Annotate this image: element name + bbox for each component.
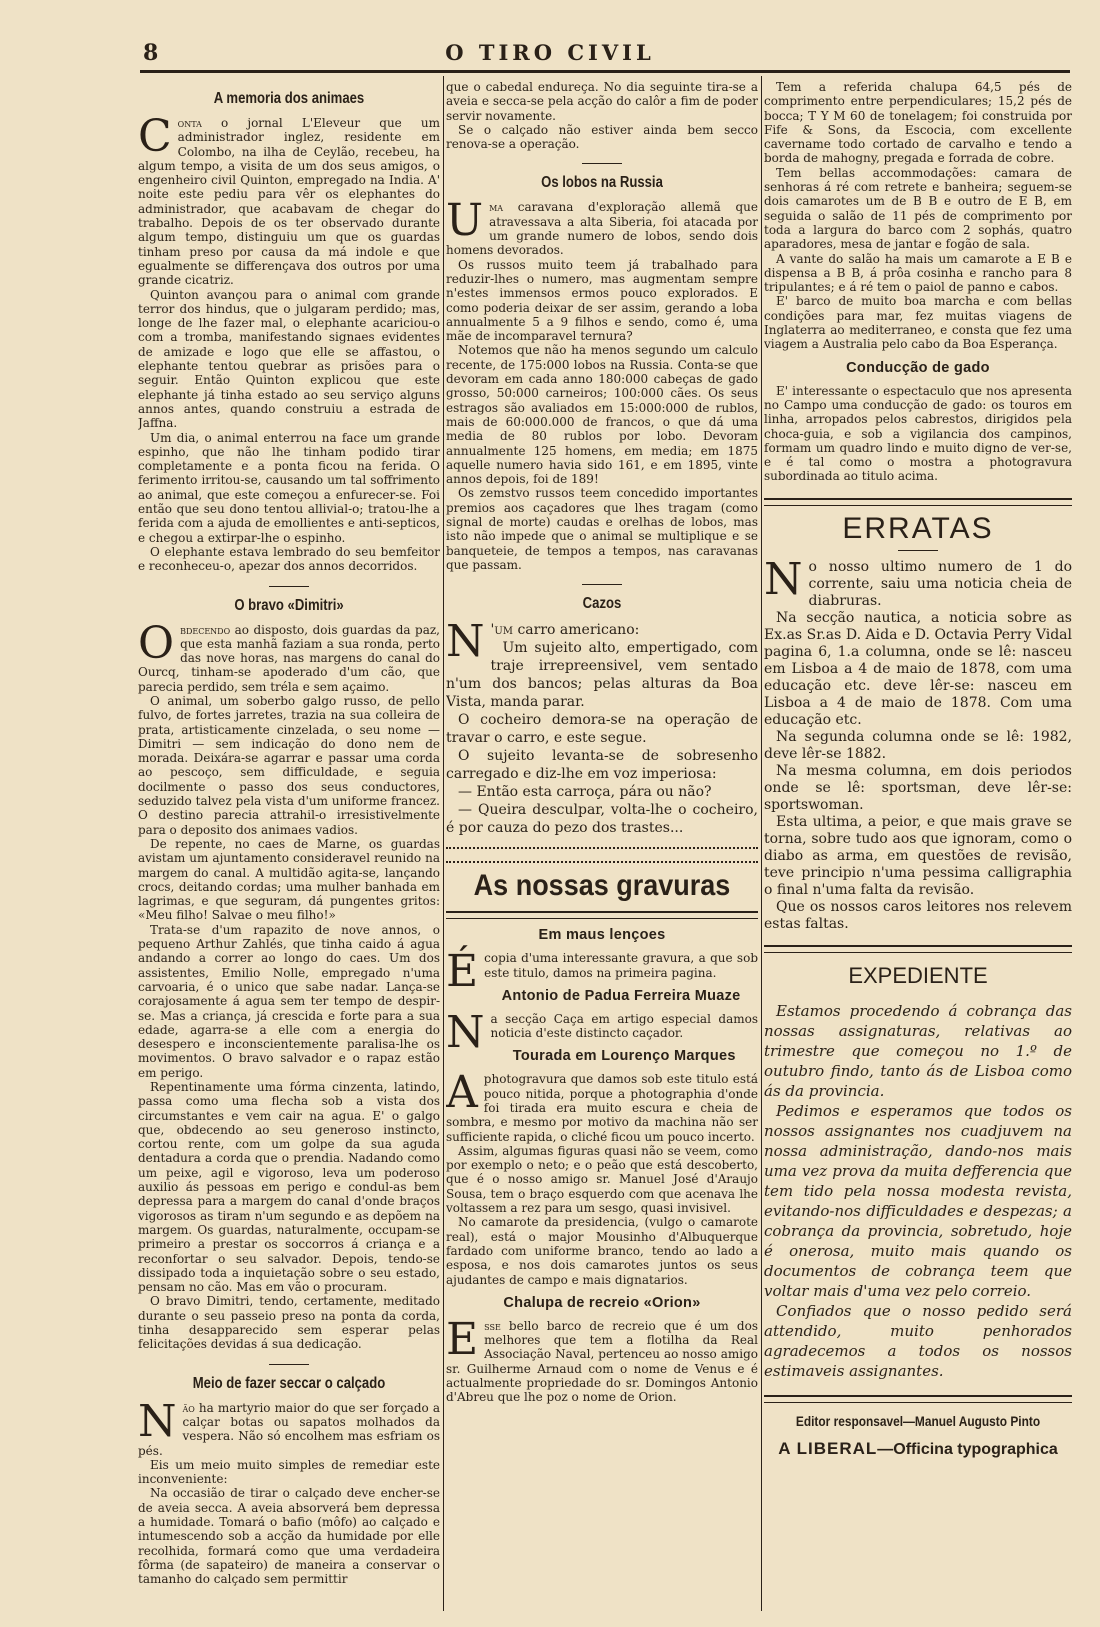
column-3 [764, 80, 1072, 1602]
article-paragraph: Pedimos e esperamos que todos os nossos assignantes nos cuadjuvem na nossa administração, dando-nos mais uma vez prova da muita defferencia que tem tido pela nossa modesta revista, evitando-nos difficuldades e despezas; a cobrança da provincia, sobretudo, hoje é onerosa, muito mais quando os documentos de cobrança teem que voltar mais d'uma vez pelo correio. [764, 1101, 1072, 1300]
article-paragraph: E' barco de muito boa marcha e com bellas condições para mar, fez muitas viagens de Inglaterra ao mediterraneo, e consta que fez uma viagem a Australia pelo cabo da Boa Esperança. [764, 294, 1072, 352]
article-paragraph [764, 553, 1072, 610]
article-title: Meio de fazer seccar o calçado [192, 1374, 386, 1392]
article-paragraph: A vante do salão ha mais um camarote a E B e dispensa a B B, á prôa cosinha e rancho para 8 tripulantes; e á ré tem o paiol de panno e cabos. [764, 251, 1072, 295]
lead-word: 'um [490, 622, 514, 639]
article-paragraph: Que os nossos caros leitores nos relevem estas faltas. [764, 898, 1072, 932]
separator [269, 586, 309, 587]
cazos-body [446, 616, 758, 837]
article-paragraph: Assim, algumas figuras quasi não se veem, como por exemplo o neto; e o peão que está descoberto, que é o nosso amigo sr. Manuel José d'Araujo Sousa, tem o braço esquerdo com que acenava lhe voltassem a rez para um sesgo, quasi invisivel. [446, 1143, 758, 1216]
article-paragraph: O bravo Dimitri, tendo, certamente, meditado durante o seu passeio preso na ponta da corda, tinha desapparecido sem esperar pelas felicitações devidas á sua dedicação. [138, 1294, 440, 1352]
subsection-title: Conducção de gado [846, 359, 990, 376]
article-paragraph [138, 617, 440, 694]
newspaper-title: O TIRO CIVIL [445, 40, 655, 65]
article-paragraph: Tem bellas accommodações: camara de senhoras á ré com retrete e banheira; seguem-se dois camarotes um de B B e outro de E B, em seguida o salão de 11 pés de comprimento por toda a largura do barco com 2 sophás, quatro aparadores, mesa de jantar e fogão de sala. [764, 165, 1072, 252]
article-paragraph: Os russos muito teem já trabalhado para reduzir-lhes o numero, mas augmentam sempre n'estes immensos ermos pouco explorados. E como poderia deixar de ser assim, gerando a loba annualmente 5 a 9 filhos e sendo, como é, uma mãe de incomparavel ternura? [446, 257, 758, 344]
separator [582, 163, 622, 164]
erratas-body [764, 553, 1072, 933]
article-paragraph: Trata-se d'um rapazito de nove annos, o pequeno Arthur Zahlés, que tinha caido á agua andando a correr ao longo do caes. Um dos assistentes, Emilio Nolle, empregado n'uma carvoaria, é o unico que sabe nadar. Lança-se corajosamente á agua sem ter tempo de despir-se. Mas a criança, já crescida e forte para a sua edade, agarra-se a elle com a energia do desespero e inconscientemente paralisa-lhe os movimentos. O bravo salvador e o rapaz estão em perigo. [138, 922, 440, 1080]
article-paragraph: Na occasião de tirar o calçado deve encher-se de aveia secca. A aveia absorverá bem depressa a humidade. Tomará o bafio (môfo) ao calçado e intumescendo sob a acção da humidade por elle recolhida, formará como que uma verdadeira fôrma (de sapateiro) de maneira a conservar o tamanho do calçado sem permittir [138, 1486, 440, 1587]
subsection-title: Em maus lençoes [538, 927, 666, 944]
drop-cap: A [446, 1067, 478, 1119]
article-paragraph: O elephante estava lembrado do seu bemfeitor e reconheceu-o, apezar dos annos decorridos. [138, 544, 440, 574]
article-paragraph: Na secção nautica, a noticia sobre as Ex.as Sr.as D. Aida e D. Octavia Perry Vidal pagina 6, 1.a columna, onde se lê: nasceu em Lisboa a 4 de maio de 1878, com uma educação etc. deve lêr-se: nasceu em Lisboa a 4 de maio de 1878. Com uma educação etc. [764, 609, 1072, 728]
paragraph-text: photogravura que damos sob este titulo está pouco nitida, porque a photographia d'onde foi tirada era muito escura e cheia de sombra, e mesmo por motivo da machina não ser sufficiente rapida, o cliché ficou um pouco incerto. [446, 1072, 758, 1144]
column-2 [446, 80, 758, 1602]
article-paragraph: Tem a referida chalupa 64,5 pés de comprimento entre perpendiculares; 15,2 pés de bocca; T Y M 60 de tonelagem; foi construida por Fife & Sons, da Escocia, com excellente cavername todo cortado de carvalho e tendo a borda de mahogny, pregada e forrada de cobre. [764, 80, 1072, 166]
column-1 [138, 80, 440, 1602]
paragraph-text: a secção Caça em artigo especial damos noticia d'este distincto caçador. [490, 1011, 758, 1041]
column-divider [761, 76, 762, 1611]
drop-cap: N [138, 1395, 177, 1447]
ornament-border [446, 847, 758, 863]
page-number: 8 [143, 40, 159, 66]
double-rule [446, 911, 758, 919]
lead-word: ma [489, 200, 504, 215]
article-title: Cazos [582, 595, 622, 613]
article-paragraph [138, 1395, 440, 1458]
article-paragraph: O animal, um soberbo galgo russo, de pello fulvo, de fortes jarretes, trazia na sua colleira de prata, artisticamente cinzelada, o seu nome — Dimitri — sem indicação do dono nem de morada. Deixára-se agarrar e passar uma corda ao pescoço, sem difficuldade, e seguia docilmente o passo dos seus conductores, seduzido talvez pela vista d'um uniforme francez. O destino parecia attrahil-o irresistivelmente para o deposito dos animaes vadios. [138, 693, 440, 837]
article-title: Os lobos na Russia [541, 174, 663, 192]
header-rule [140, 70, 1070, 73]
paragraph-text: o nosso ultimo numero de 1 do corrente, saiu uma noticia cheia de diabruras. [808, 558, 1072, 609]
paragraph-text: bello barco de recreio que é um dos melhores que tem a flotilha da Real Associação Naval, pertenceu ao nosso amigo sr. Guilherme Arnaud com o nome de Venus e é actualmente propriedade do sr. Domingos Antonio d'Abreu que lhe poz o nome de Orion. [446, 1318, 758, 1405]
article-paragraph [138, 111, 440, 288]
drop-cap: C [138, 111, 172, 162]
paragraph-text: ao disposto, dois guardas da paz, que esta manhã faziam a sua ronda, perto das nove horas, nas margens do canal do Ourcq, tinham-se apoderado d'um cão, que parecia perdido, sem tréla e sem açaimo. [138, 622, 440, 694]
article-paragraph: Um sujeito alto, empertigado, com traje irrepreensivel, vem sentado n'um dos bancos; pelas alturas da Boa Vista, manda parar. [446, 640, 758, 711]
drop-cap: E [446, 1313, 479, 1365]
lead-word: onta [177, 116, 202, 130]
double-rule [764, 498, 1072, 506]
article-paragraph [446, 195, 758, 258]
article-paragraph: No camarote da presidencia, (vulgo o camarote real), está o major Mousinho d'Albuquerque fardado com uniforme branco, tendo ao lado a esposa, e nos dois camarotes juntos os seus ajudantes de campo e mais dignatarios. [446, 1215, 758, 1287]
subsection-title: Chalupa de recreio «Orion» [503, 1294, 701, 1311]
editor-line: Editor responsavel—Manuel Augusto Pinto [795, 1412, 1041, 1429]
drop-cap: N [764, 553, 803, 605]
printer-label: —Officina typographica [877, 1440, 1058, 1458]
drop-cap: N [446, 616, 485, 668]
article-paragraph: Notemos que não ha menos segundo um calculo recente, de 175:000 lobos na Russia. Conta-se que devoram em cada anno 180:000 cabeças de gado grosso, 50:000 carneiros; 100:000 cães. Os seus estragos são avaliados em 15:000:000 de rublos, mais de 60:000.000 de francos, o que dá uma media de 80 rublos por lobo. Devoram annualmente 125 homens, em media; em 1875 aquelle numero havia sido 161, e em 1895, vinte annos depois, foi de 189! [446, 343, 758, 487]
article-paragraph: Estamos procedendo á cobrança das nossas assignaturas, relativas ao trimestre que começou no 1.º de outubro findo, tanto ás de Lisboa como ás da provincia. [764, 1001, 1072, 1100]
paragraph-text: copia d'uma interessante gravura, a que sob este titulo, damos na primeira pagina. [484, 951, 758, 980]
separator [898, 550, 938, 551]
drop-cap: O [138, 617, 175, 669]
drop-cap: É [446, 946, 479, 998]
article-paragraph: — Então esta carroça, pára ou não? [458, 784, 712, 801]
article-title: O bravo «Dimitri» [234, 596, 344, 614]
printer-line [764, 1439, 1072, 1459]
paragraph-text: carro americano: [517, 622, 640, 639]
article-paragraph: Os zemstvo russos teem concedido importantes premios aos caçadores que lhes tragam (como signal de morte) caudas e orelhas de lobos, mas isto não impede que o animal se multiplique e se banqueteie, de tempos a tempos, nas caravanas que passam. [446, 486, 758, 572]
article-paragraph: Eis um meio muito simples de remediar este inconveniente: [138, 1457, 440, 1487]
article-paragraph: Um dia, o animal enterrou na face um grande espinho, que não lhe tinham podido tirar completamente e a ponta ficou na ferida. O ferimento irritou-se, causando um tal soffrimento ao animal, que este começou a enfurecer-se. Foi então que seu dono tentou allivial-o; tratou-lhe a ferida com a ajuda de emollientes e anti-septicos, e chegou a extirpar-lhe o espinho. [138, 430, 440, 545]
separator [269, 1364, 309, 1365]
article-paragraph: — Queira desculpar, volta-lhe o cocheiro, é por cauza do pezo dos trastes... [446, 802, 758, 837]
article-paragraph: Na mesma columna, em dois periodos onde se lê: sportsman, deve lêr-se: sportswoman. [764, 762, 1072, 813]
separator [582, 584, 622, 585]
printer-name: A LIBERAL [778, 1438, 878, 1458]
article-paragraph: E' interessante o espectaculo que nos apresenta no Campo uma conducção de gado: os touros em linha, arropados pelos cabrestos, dirigidos pela choca-guia, e sob a vigilancia dos campinos, formam um quadro lindo e muito digno de ver-se, e é tal como o mostra a photogravura subordinada ao titulo acima. [764, 383, 1072, 484]
article-paragraph: De repente, no caes de Marne, os guardas avistam um ajuntamento consideravel reunido na margem do canal. A multidão agita-se, lançando crocs, deitando cordas; uma mulher banhada em lagrimas, e que seguram, dá pungentes gritos: «Meu filho! Salvae o meu filho!» [138, 836, 440, 923]
article-paragraph: Confiados que o nosso pedido será attendido, muito penhorados agradecemos a todos os nossos estimaveis assignantes. [764, 1301, 1072, 1380]
section-title: EXPEDIENTE [848, 962, 988, 988]
drop-cap: U [446, 195, 484, 247]
article-paragraph: Esta ultima, a peior, e que mais grave se torna, sobre tudo aos que ignoram, como o diabo as arma, em questões de revisão, teve principio n'uma pessima calligraphia o final n'uma falta da revisão. [764, 813, 1072, 898]
column-divider [443, 76, 444, 1611]
paragraph-text: o jornal L'Eleveur que um administrador inglez, residente em Colombo, na ilha de Ceylão, recebeu, ha algum tempo, a visita de um dos seus amigos, o engenheiro civil Quinton, empregado na India. A' noite este pediu para vêr os elephantes do administrador, que acabavam de chegar do trabalho. Depois de os ter observado durante algum tempo, distinguiu um que os guardas tinham preso por causa da má indole e que egualmente se differençava dos outros por uma grande cicatriz. [138, 116, 440, 288]
drop-cap: N [446, 1006, 485, 1058]
article-paragraph: Se o calçado não estiver ainda bem secco renova-se a operação. [446, 122, 758, 152]
article-paragraph [446, 1313, 758, 1405]
expediente-body [764, 1001, 1072, 1381]
lead-word: bdecendo [180, 622, 231, 637]
article-paragraph: Repentinamente uma fórma cinzenta, latindo, passa como uma flecha sob a vista dos circumstantes e vem cair na agua. E' o galgo que, obdecendo ao seu generoso instincto, cortou rente, com um golpe da sua aguda dentadura a corda que o prendia. Nadando como um peixe, agil e vigoroso, leva um poderoso auxilio ás pessoas em perigo e condul-as bem depressa para a margem do canal d'onde braços vigorosos as tiram n'um segundo e as depõem na margem. Os guardas, naturalmente, occupam-se primeiro a prestar os soccorros á criança e a reconfortar o seu salvador. Depois, tendo-se dissipado toda a inquietação sobre o seu estado, pensam no cão. Mas em vão o procuram. [138, 1080, 440, 1295]
subsection-title: Tourada em Lourenço Marques [512, 1048, 736, 1065]
article-paragraph: Na segunda columna onde se lê: 1982, deve lêr-se 1882. [764, 728, 1072, 762]
article-paragraph: que o cabedal endureça. No dia seguinte tira-se a aveia e secca-se pela acção do calôr a fim de poder servir novamente. [446, 80, 758, 123]
section-title: As nossas gravuras [473, 869, 731, 903]
article-title: A memoria dos animaes [213, 90, 365, 107]
article-paragraph [446, 1067, 758, 1144]
paragraph-text: caravana d'exploração allemã que atravessava a alta Siberia, foi atacada por um grande numero de lobos, sendo dois homens devorados. [446, 200, 758, 258]
article-paragraph: O sujeito levanta-se de sobresenho carregado e diz-lhe em voz imperiosa: [446, 748, 758, 783]
article-paragraph: Quinton avançou para o animal com grande terror dos hindus, que o julgaram perdido; mas, longe de lhe fazer mal, o elephante acariciou-o com a tromba, manifestando signaes evidentes de amizade e logo que elle se affastou, o elephante tentou quebrar as prisões para o seguir. Então Quinton explicou que este elephante já tinha estado ao seu serviço alguns annos antes, quando construiu a estrada de Jaffna. [138, 287, 440, 431]
lead-word: sse [484, 1318, 501, 1333]
subsection-title: Antonio de Padua Ferreira Muaze [501, 987, 741, 1004]
double-rule [764, 945, 1072, 953]
double-rule [764, 1395, 1072, 1403]
section-title: ERRATAS [842, 511, 994, 545]
article-paragraph: O cocheiro demora-se na operação de travar o carro, e este segue. [446, 712, 758, 747]
paragraph-text: ha martyrio maior do que ser forçado a calçar botas ou sapatos molhados da vespera. Não só encolhem mas esfriam os pés. [138, 1400, 440, 1458]
lead-word: ão [182, 1400, 195, 1415]
article-paragraph [446, 616, 758, 668]
